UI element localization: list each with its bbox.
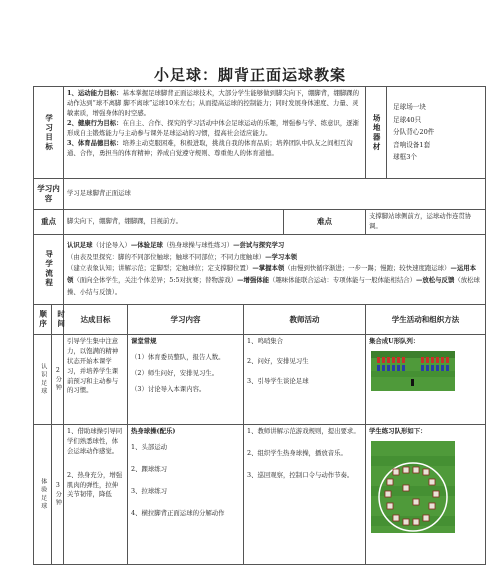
- goals-label-cell: [34, 87, 64, 179]
- table-header-row: [34, 304, 486, 334]
- flow-step-note: （放松球操、小结与反馈）。: [67, 276, 480, 297]
- goal-head-3: 3、体育品德目标：: [67, 138, 123, 147]
- row1-order-text: 认识足球: [39, 362, 47, 396]
- list-item: （2）师生问好，安排见习生。: [131, 368, 219, 377]
- flow-step-note: （面向全体学生，关注个体差异；5:5对抗赛；替物游戏）: [73, 276, 238, 285]
- flow-step-note: （由表及里探究：脚的不同部位触球；触球不同部位；不同力度触球）: [67, 252, 266, 261]
- list-item: 3、巡回观察，控制口令与动作节奏。: [247, 470, 354, 479]
- difficulty-label: 难点: [284, 210, 366, 235]
- flow-step: —学习本领: [265, 252, 298, 261]
- flow-label-cell: [34, 234, 64, 304]
- row2-time: [52, 424, 64, 564]
- goal-head-1: 1、运动能力目标：: [67, 89, 123, 97]
- flow-text: [64, 234, 486, 304]
- row1-content-title: 课堂常规: [131, 336, 157, 345]
- list-item: 4、横拉脚背正面运球的分解动作: [131, 508, 225, 517]
- goals-cell: [64, 87, 366, 179]
- flow-step-note: （热身球操与球性练习）: [162, 240, 234, 249]
- flow-step-note: （建立表象认知；讲解示范；定脚型；定触球位；定支撑脚位置）: [67, 264, 253, 273]
- header-teacher: 教师活动: [244, 304, 366, 334]
- list-item: 1、教师讲解示范游戏规则，提出要求。: [247, 426, 360, 435]
- table-row: [34, 424, 486, 564]
- row1-time: [52, 334, 64, 424]
- content-text: 学习足球脚背正面运球: [64, 179, 486, 210]
- goals-label: 学习目标: [44, 113, 54, 152]
- goal-paragraph: 2、热身充分，增强肌肉的弹性，拉伸关节韧带，降低: [67, 470, 123, 499]
- flow-step-note: （讨论导入）: [92, 240, 131, 249]
- list-item: 3、引导学生谈论足球: [247, 376, 309, 385]
- goal-head-2: 2、健康行为目标：: [67, 118, 123, 127]
- header-order-text: 顺序: [38, 309, 48, 329]
- flow-step-note: （趣味体能联合运动：专项体能与一般体能相结合）: [269, 276, 416, 285]
- list-item: 1、头部运动: [131, 442, 168, 451]
- u-formation-field-image: [371, 351, 455, 391]
- goal-item-1: [67, 89, 362, 119]
- key-label: 重点: [34, 210, 64, 235]
- list-item: 2、踝球练习: [131, 464, 168, 473]
- equip-label-cell: [366, 87, 387, 179]
- equip-cell: [387, 87, 486, 179]
- goal-item-2: [67, 119, 362, 139]
- row1-teacher: [244, 334, 366, 424]
- lesson-plan-table: [33, 86, 486, 565]
- equip-item: 足球40只: [393, 115, 422, 124]
- row1-student: [366, 334, 486, 424]
- row2-order: [34, 424, 52, 564]
- row2-teacher: [244, 424, 366, 564]
- row2-time-text: 3分钟: [54, 481, 62, 508]
- flow-step: —增强体能: [237, 276, 270, 285]
- practice-formation-field-image: [371, 441, 455, 533]
- flow-step: —运用本领: [67, 264, 476, 285]
- equip-item: 分队背心20件: [393, 128, 435, 137]
- row2-goal: [64, 424, 128, 564]
- content-label: 学习内容: [34, 179, 64, 210]
- goal-text-3: 培养主动克服困难，积极进取，挑战自我的体育品质；培养团队中队友之间相互沟通、合作，勇担当的体育精神；养成自觉遵守规则、尊重他人的体育道德。: [67, 138, 353, 157]
- equip-item: 音响设备1套: [393, 140, 431, 149]
- header-goal: 达成目标: [64, 304, 128, 334]
- equip-label: 场地器材: [372, 113, 382, 152]
- row2-student: [366, 424, 486, 564]
- header-order: [34, 304, 52, 334]
- header-student: 学生活动和组织方法: [366, 304, 486, 334]
- difficulty-text: 支撑脚站球侧前方，运球动作连贯协调。: [366, 210, 486, 235]
- goal-text-1: 基本掌握足球脚背正面运球技术，大部分学生能够做到脚尖向下，绷脚背，绷脚踝的动作达到“球不离脚 脚不离球”运球10米左右；从而提高运球的控制能力；同时发展身体速度、力量、灵敏素质，增强身体的时空感。: [67, 89, 360, 117]
- row2-order-text: 体验足球: [39, 477, 47, 511]
- row1-goal: 引导学生集中注意力，以饱满的精神状态开始本课学习，并培养学生课前预习和主动参与的习惯。: [64, 334, 128, 424]
- row2-content-title: 热身球操(配乐): [131, 426, 176, 435]
- flow-label: 导学流程: [44, 250, 54, 289]
- equip-item: 足球场一块: [393, 103, 426, 112]
- header-content: 学习内容: [128, 304, 244, 334]
- equip-item: 球框3个: [393, 153, 417, 162]
- row2-content: [128, 424, 244, 564]
- row1-student-title: 集合成U形队列：: [369, 336, 420, 345]
- flow-step: —掌握本领: [252, 264, 285, 273]
- goal-text-2: 在自主、合作、探究的学习活动中体会足球运动的乐趣，增强参与学、练意识，逐渐形成自主锻炼能力与主动参与课外足球运动的习惯，提高社会适应能力。: [67, 118, 360, 137]
- goal-paragraph: 1、借助球操引导同学们熟悉球性，体会运球动作感觉。: [67, 426, 123, 455]
- row1-time-text: 2分钟: [54, 366, 62, 393]
- list-item: 2、组织学生热身球操，播放音乐。: [247, 448, 347, 457]
- goal-item-3: [67, 139, 362, 159]
- flow-step: —放松与反馈: [416, 276, 455, 285]
- list-item: 2、问好，安排见习生: [247, 356, 309, 365]
- lesson-title: 小足球：脚背正面运球教案: [153, 66, 346, 84]
- row2-student-title: 学生练习队形如下：: [369, 426, 427, 435]
- key-text: 脚尖向下，绷脚背，绷脚踝，目视前方。: [64, 210, 284, 235]
- list-item: 3、拉球练习: [131, 486, 168, 495]
- list-item: 1、鸣哨集合: [247, 336, 284, 345]
- flow-step: 认识足球: [67, 240, 93, 249]
- flow-step-note: （由慢到快循序渐进；一步一踢；慢跑；较快速度跑运球）: [284, 264, 451, 273]
- row1-content: [128, 334, 244, 424]
- table-row: [34, 334, 486, 424]
- flow-step: —尝试与探究学习: [233, 240, 285, 249]
- row1-order: [34, 334, 52, 424]
- header-time: [52, 304, 64, 334]
- list-item: （3）讨论导入本课内容。: [131, 384, 206, 393]
- flow-step: —体验足球: [130, 240, 163, 249]
- header-time-text: 时间: [56, 309, 66, 329]
- list-item: （1）体育委员整队，报告人数。: [131, 352, 225, 361]
